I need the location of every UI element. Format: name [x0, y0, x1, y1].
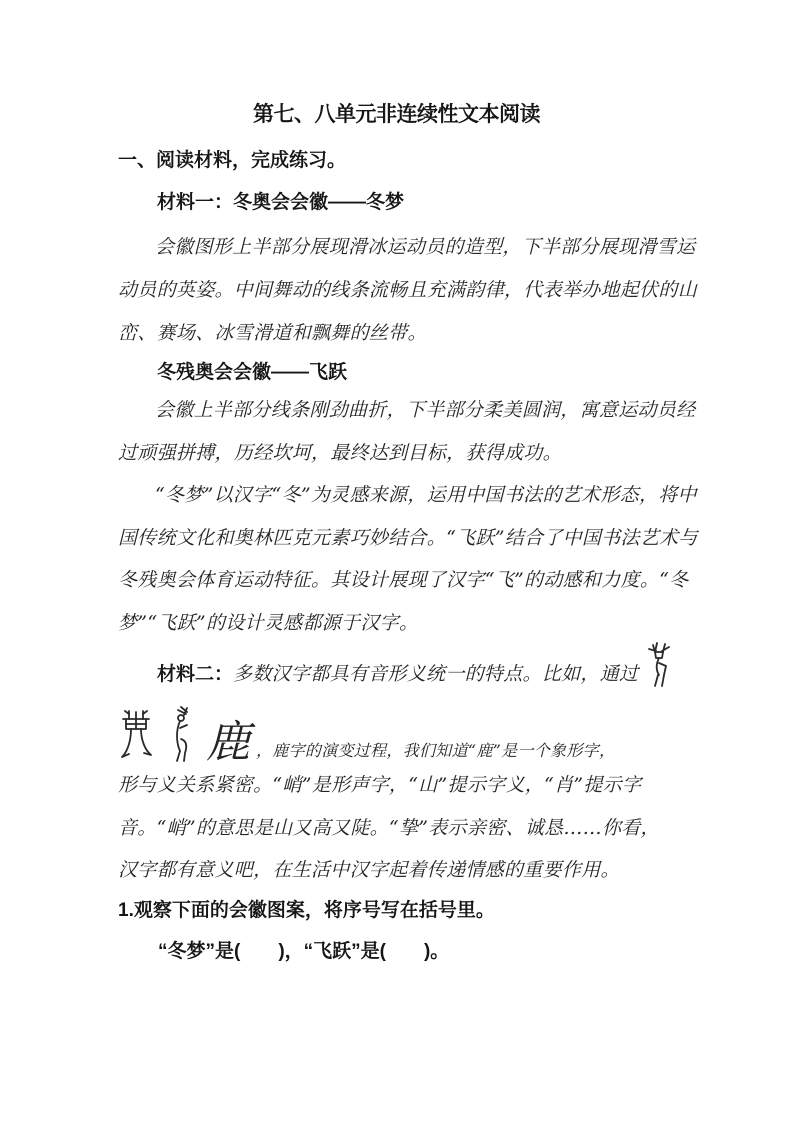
material-one-para1-line1: 会徽图形上半部分展现滑冰运动员的造型，下半部分展现滑雪运: [155, 236, 696, 258]
material-one-para1-line2: 动员的英姿。中间舞动的线条流畅且充满韵律，代表举办地起伏的山: [118, 279, 698, 301]
bronze-script-deer-icon: [168, 705, 194, 763]
material-one-para1-line3: 峦、赛场、冰雪滑道和飘舞的丝带。: [118, 322, 427, 344]
question-one-prompt: 1.观察下面的会徽图案，将序号写在括号里。: [118, 900, 495, 921]
lu-character-evolution-row: [118, 702, 616, 769]
material-two-heading-line: [157, 661, 638, 688]
material-one-para2-line1: 会徽上半部分线条刚劲曲折，下半部分柔美圆润，寓意运动员经: [155, 399, 696, 421]
seal-script-deer-icon: [118, 709, 154, 761]
oracle-bone-script-deer-icon: [646, 642, 672, 688]
material-one-para2-line2: 过顽强拼搏，历经坎坷，最终达到目标，获得成功。: [118, 442, 562, 464]
material-two-line3: 形与义关系紧密。“峭”是形声字，“山”提示字义，“肖”提示字: [118, 774, 642, 796]
material-two-intro-text: 多数汉字都具有音形义统一的特点。比如，通过: [233, 663, 639, 685]
material-one-heading: 材料一：冬奥会会徽——冬梦: [157, 192, 405, 213]
page-title: 第七、八单元非连续性文本阅读: [253, 103, 540, 126]
material-one-para3-line3: 冬残奥会体育运动特征。其设计展现了汉字“飞”的动感和力度。“冬: [118, 569, 689, 591]
material-two-line5: 汉字都有意义吧，在生活中汉字起着传递情感的重要作用。: [118, 859, 620, 881]
material-one-subheading: 冬残奥会会徽——飞跃: [157, 362, 348, 383]
material-one-para3-line4: 梦”“飞跃”的设计灵感都源于汉字。: [118, 612, 419, 634]
material-two-heading-prefix: 材料二：: [157, 664, 234, 685]
modern-lu-character: 鹿: [206, 717, 250, 769]
question-one-answer-line: “冬梦”是( )，“飞跃”是( )。: [158, 941, 450, 962]
material-one-para3-line2: 国传统文化和奥林匹克元素巧妙结合。“飞跃”结合了中国书法艺术与: [118, 527, 698, 549]
material-two-line4: 音。“峭”的意思是山又高又陡。“挚”表示亲密、诚恳……你看，: [118, 817, 660, 839]
material-one-para3-line1: “冬梦”以汉字“冬”为灵感来源，运用中国书法的艺术形态，将中: [155, 484, 697, 506]
material-two-evolution-text: ，鹿字的演变过程，我们知道“鹿”是一个象形字，: [256, 741, 616, 760]
section-one-heading: 一、阅读材料，完成练习。: [118, 150, 347, 171]
